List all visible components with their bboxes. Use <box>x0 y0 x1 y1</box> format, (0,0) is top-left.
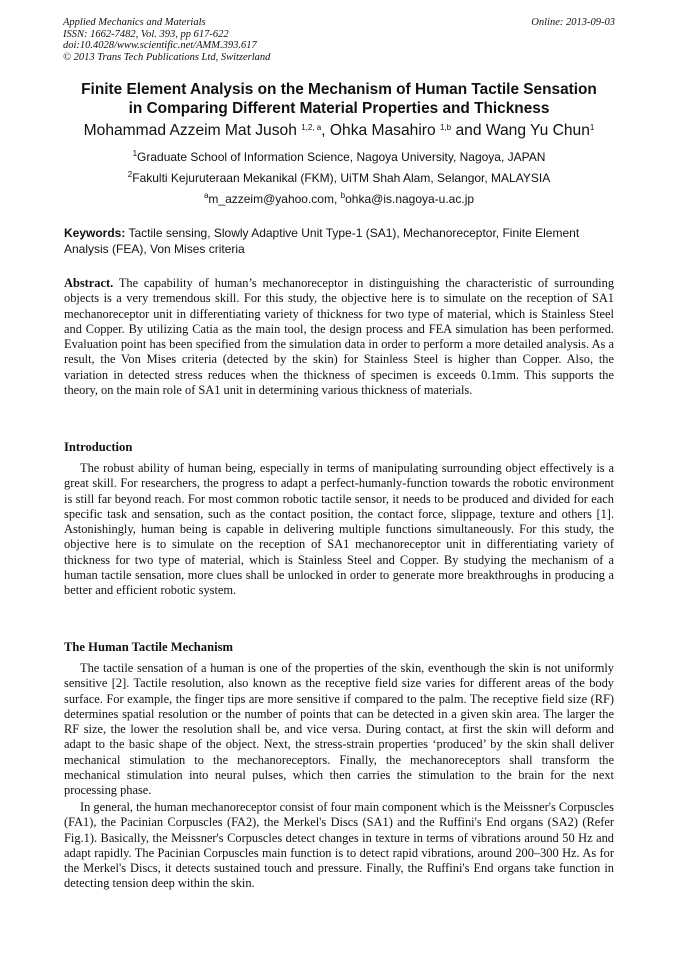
author-list: Mohammad Azzeim Mat Jusoh $^{1,2, a}$, Ohka Masahiro $^{1,b}$ and Wang Yu Chun$^1$ <box>83 122 595 139</box>
mechanism-heading: The Human Tactile Mechanism <box>64 640 233 654</box>
affiliation-1-mark: 1 <box>132 149 138 158</box>
author-2: Ohka Masahiro <box>329 122 436 139</box>
email-a: m_azzeim@yahoo.com, <box>208 192 338 206</box>
introduction-paragraph: The robust ability of human being, especially in terms of manipulating surrounding object effectively is a great skill. For researchers, the progress to adapt a perfect-humanly-function towards the robotic environment is still far beyond reach. For most common robotic tactile sensor, it needs to be produced and divided for each specific task and sensation, such as the contact position, the contact force, slippage, texture and others [1]. Astonishingly, human being is capable in delivering multiple functions simultaneously. For this study, the objective here is to simulate on the reception of SA1 mechanoreceptor unit in differentiating variety of thickness for two type of material, which is Stainless Steel and Copper. By studying the mechanism of a human tactile sensation, more clues shall be unlocked in order to generate more breakthroughs in producing a better and efficient robotic system. <box>64 461 614 598</box>
title-line-1: Finite Element Analysis on the Mechanism of Human Tactile Sensation <box>81 81 597 98</box>
keywords-text: Tactile sensing, Slowly Adaptive Unit Type-1 (SA1), Mechanoreceptor, Finite Element Analysis (FEA), Von Mises criteria <box>64 226 580 256</box>
email-a-mark: a <box>203 191 209 200</box>
abstract <box>64 276 614 398</box>
affiliation-2-mark: 2 <box>127 170 133 179</box>
author-1: Mohammad Azzeim Mat Jusoh <box>83 122 297 139</box>
online-date: Online: 2013-09-03 <box>531 17 615 28</box>
keywords-label: Keywords: <box>64 226 126 240</box>
copyright-line: © 2013 Trans Tech Publications Ltd, Switzerland <box>63 51 271 63</box>
journal-header <box>63 17 615 63</box>
mechanism-paragraph-2: In general, the human mechanoreceptor consist of four main component which is the Meissner's Corpuscles (FA1), the Pacinian Corpuscles (FA2), the Merkel's Discs (SA1) and the Ruffini's End organs (SA2) (Refer Fig.1). Basically, the Meissner's Corpuscles detect changes in texture in terms of vibrations around 50 Hz and adapt rapidly. The Pacinian Corpuscles main function is to detect rapid vibrations, around 200–300 Hz. As for the Merkel's Discs, it detects sustained touch and pressure. Finally, the Ruffini's End organs take function in detecting tension deep within the skin. <box>64 800 614 891</box>
affiliation-2 <box>40 171 638 186</box>
journal-name: Applied Mechanics and Materials <box>63 17 206 28</box>
abstract-label: Abstract. <box>64 276 114 290</box>
author-1-affil: 1,2, a <box>301 123 322 132</box>
abstract-text: The capability of human’s mechanoreceptor in distinguishing the characteristic of surrounding objects is a very tremendous skill. For this study, the objective here is to simulate on the reception of SA1 mechanoreceptor unit in differentiating variety of thickness for two type of material, which is Stainless Steel and Copper. By utilizing Catia as the main tool, the design process and FEA simulation has been performed. Evaluation point has been specified from the simulation data in order to perform a more detailed analysis. As a result, the Von Mises criteria (detected by the skin) for Stainless Steel is higher than Copper. Also, the variation in detected stress reduces when the thickness of specimen is exceeds 0.1mm. This supports the theory, on the main role of SA1 unit in determining various thickness of materials. <box>64 276 615 398</box>
keywords <box>64 226 614 257</box>
affiliation-1 <box>40 150 638 165</box>
paper-title <box>40 80 638 118</box>
author-3: Wang Yu Chun <box>485 122 590 139</box>
author-2-affil: 1,b <box>440 123 452 132</box>
email-b-mark: b <box>340 191 346 200</box>
author-emails <box>40 192 638 207</box>
author-3-affil: 1 <box>589 123 595 132</box>
title-line-2: in Comparing Different Material Properties and Thickness <box>128 100 550 117</box>
introduction-heading: Introduction <box>64 440 133 454</box>
affiliation-1-text: Graduate School of Information Science, Nagoya University, Nagoya, JAPAN <box>137 150 546 164</box>
mechanism-paragraph-1: The tactile sensation of a human is one of the properties of the skin, eventhough the skin is not uniformly sensitive [2]. Tactile resolution, also known as the receptive field size varies for different areas of the body surface. For example, the finger tips are more sensitive if compared to the palm. The receptive field size (RF) determines spatial resolution or the number of points that can be detected in a given skin area. The larger the RF size, the lower the resolution shall be, and vice versa. During contact, at first the skin will deform and adapt to the basic shape of the object. Next, the stress-strain properties ‘produced’ by the skin shall deliver mechanical stimulation to the mechanoreceptors. Finally, the mechanoreceptors shall transform the mechanical stimulation into neural pulses, which then carries the stimulation to the brain for the next processing phase. <box>64 661 614 798</box>
issn-line: ISSN: 1662-7482, Vol. 393, pp 617-622 <box>63 28 229 40</box>
doi-line: doi:10.4028/www.scientific.net/AMM.393.617 <box>63 40 257 52</box>
author-and: and <box>455 122 482 139</box>
affiliation-2-text: Fakulti Kejuruteraan Mekanikal (FKM), UiTM Shah Alam, Selangor, MALAYSIA <box>132 171 551 185</box>
email-b: ohka@is.nagoya-u.ac.jp <box>345 192 475 206</box>
